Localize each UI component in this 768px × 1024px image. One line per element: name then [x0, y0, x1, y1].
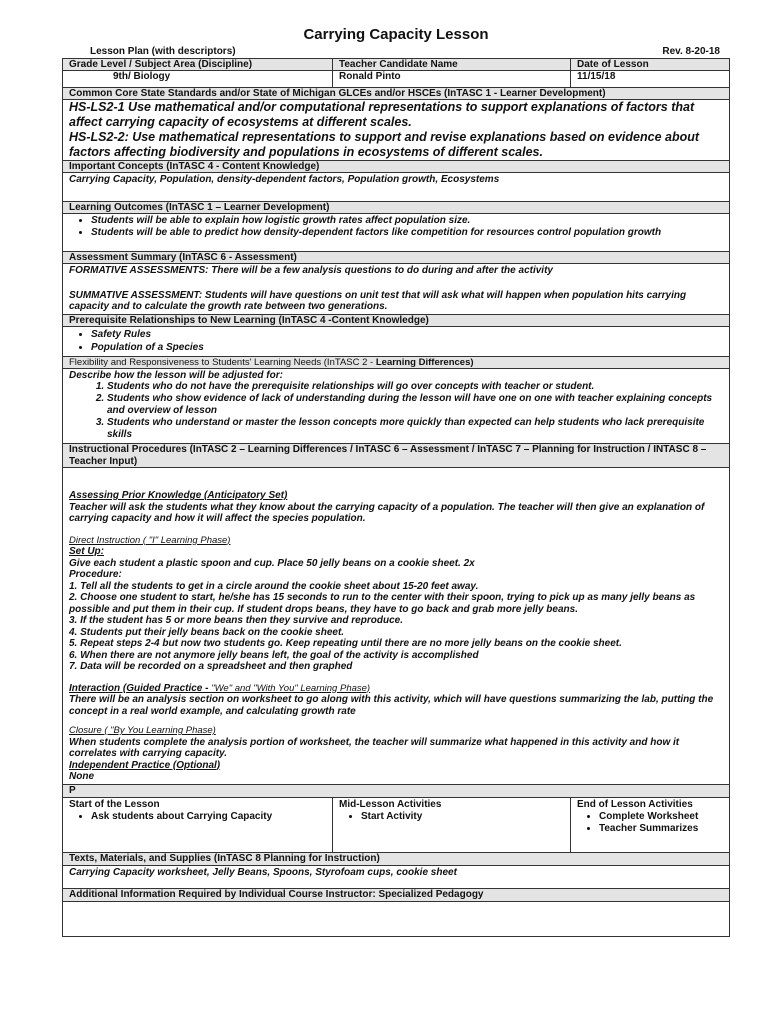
interaction-title [69, 683, 723, 695]
teacher-header: Teacher Candidate Name [333, 59, 571, 70]
mid-column [333, 798, 571, 852]
standard-ls2-2: HS-LS2-2: Use mathematical representations to support and revise explanations based on evidence about factors affecting biodiversity and populations in ecosystems of different scales. [69, 130, 700, 159]
summative-assessment: SUMMATIVE ASSESSMENT: Students will have questions on unit test that will ask what will happen when population hits carrying capacity and to calculate the growth rate between two generations. [69, 289, 687, 312]
setup-label: Set Up: [69, 546, 104, 557]
flexibility-list [63, 381, 729, 443]
mid-header: Mid-Lesson Activities [339, 798, 442, 810]
outcome-item: • Students will be able to predict how density-dependent factors like competition for resources control population growth [91, 227, 729, 239]
setup-text: Give each student a plastic spoon and cup. Place 50 jelly beans on a cookie sheet. 2x [69, 557, 475, 569]
flexibility-header [63, 357, 729, 369]
date-value: 11/15/18 [577, 71, 616, 82]
procedures-body [63, 468, 729, 784]
document-title: Carrying Capacity Lesson [303, 26, 489, 43]
procedure-step: 5. Repeat steps 2-4 but now two students go. Keep repeating until there are no more jelly beans on the cookie sheet. [69, 638, 622, 649]
additional-body [63, 902, 729, 936]
interaction-title-a: Interaction (Guided Practice - [69, 682, 209, 694]
outcome-item: • Students will be able to explain how logistic growth rates affect population size. [91, 215, 729, 227]
prereq-item: • Safety Rules [91, 328, 729, 341]
procedures-section [62, 444, 730, 785]
independent-practice-text: None [69, 771, 94, 782]
start-column [63, 798, 333, 852]
end-list [577, 811, 723, 835]
prior-knowledge-title: Assessing Prior Knowledge (Anticipatory Set) [69, 490, 288, 501]
flexibility-intro: Describe how the lesson will be adjusted for: [69, 369, 283, 381]
grade-value: 9th/ Biology [63, 71, 333, 87]
prereq-item: • Population of a Species [91, 341, 729, 354]
additional-section [62, 889, 730, 937]
standard-ls2-1: HS-LS2-1 Use mathematical and/or computational representations to support explanations of factors that affect carrying capacity of ecosystems at different scales. [69, 100, 695, 129]
flexibility-header-a: Flexibility and Responsiveness to Students' Learning Needs (InTASC 2 - [69, 356, 374, 368]
date-header: Date of Lesson [577, 59, 649, 70]
end-item: • Teacher Summarizes [599, 823, 723, 835]
interaction-title-b: "We" and "With You" Learning Phase) [211, 682, 371, 694]
prereq-section [62, 315, 730, 357]
flexibility-item: 2. Students who show evidence of lack of understanding during the lesson will have one on one with teacher explaining concepts and overview of lesson [107, 393, 729, 417]
procedure-step: 6. When there are not anymore jelly beans left, the goal of the activity is accomplished [69, 649, 479, 661]
standards-section [62, 88, 730, 161]
outcomes-list [63, 214, 729, 251]
assessment-header: Assessment Summary (InTASC 6 - Assessment) [63, 252, 729, 264]
independent-practice-title: Independent Practice (Optional) [69, 759, 221, 771]
start-header: Start of the Lesson [69, 798, 160, 810]
phases-table [62, 798, 730, 853]
procedure-step: 2. Choose one student to start, he/she has 15 seconds to run to the center with their spoon, trying to pick up as many jelly beans as possible and put them in their cup. If student drops beans, they have to go back and grab more jelly beans. [69, 592, 696, 615]
direct-instruction-title: Direct Instruction ( "I" Learning Phase) [69, 534, 231, 546]
procedure-label: Procedure: [69, 569, 122, 580]
plan-label: Lesson Plan (with descriptors) [90, 46, 236, 57]
materials-section [62, 853, 730, 889]
procedures-header: Instructional Procedures (InTASC 2 – Learning Differences / InTASC 6 – Assessment / InTASC 7 – Planning for Instruction / INTASC 8 – Teacher Input) [63, 444, 729, 468]
end-item: • Complete Worksheet [599, 811, 723, 823]
outcomes-section [62, 202, 730, 252]
materials-text: Carrying Capacity worksheet, Jelly Beans, Spoons, Styrofoam cups, cookie sheet [69, 866, 457, 878]
procedure-step: 7. Data will be recorded on a spreadsheet and then graphed [69, 661, 353, 672]
concepts-section [62, 161, 730, 202]
p-row [62, 785, 730, 798]
flexibility-item: 1. Students who do not have the prerequisite relationships will go over concepts with teacher or student. [107, 381, 729, 393]
procedure-step: 4. Students put their jelly beans back on the cookie sheet. [69, 626, 345, 638]
prereq-header: Prerequisite Relationships to New Learning (InTASC 4 -Content Knowledge) [63, 315, 729, 327]
flexibility-item: 3. Students who understand or master the lesson concepts more quickly than expected can help students who lack prerequisite skills [107, 417, 729, 441]
additional-header: Additional Information Required by Individual Course Instructor: Specialized Pedagogy [63, 889, 729, 902]
grade-header: Grade Level / Subject Area (Discipline) [63, 59, 333, 70]
mid-list [339, 811, 564, 823]
start-item: • Ask students about Carrying Capacity [91, 811, 326, 823]
revision-label: Rev. 8-20-18 [662, 46, 720, 57]
closure-text: When students complete the analysis portion of worksheet, the teacher will summarize what happened in this activity and how it correlates with carrying capacity. [69, 736, 680, 759]
end-header: End of Lesson Activities [577, 798, 693, 810]
concepts-text: Carrying Capacity, Population, density-dependent factors, Population growth, Ecosystems [69, 174, 500, 185]
procedure-step: 3. If the student has 5 or more beans then they survive and reproduce. [69, 615, 403, 626]
top-line [62, 46, 730, 58]
start-list [69, 811, 326, 823]
formative-assessment: FORMATIVE ASSESSMENTS: There will be a few analysis questions to do during and after the activity [69, 265, 553, 276]
mid-item: • Start Activity [361, 811, 564, 823]
info-table [62, 58, 730, 88]
p-label: P [63, 785, 729, 797]
end-column [571, 798, 729, 852]
procedure-step: 1. Tell all the students to get in a circle around the cookie sheet about 15-20 feet away. [69, 580, 479, 592]
interaction-text: There will be an analysis section on worksheet to go along with this activity, which will have questions summarizing the lab, putting the concept in a real world example, and calculating growth rate [69, 694, 714, 717]
prereq-list [63, 327, 729, 356]
flexibility-header-b: Learning Differences) [375, 356, 474, 368]
teacher-value: Ronald Pinto [333, 71, 571, 87]
lesson-plan-page [62, 26, 730, 937]
assessment-section [62, 252, 730, 315]
standards-header: Common Core State Standards and/or State of Michigan GLCEs and/or HSCEs (InTASC 1 - Learner Development) [63, 88, 729, 100]
concepts-header: Important Concepts (InTASC 4 - Content Knowledge) [63, 161, 729, 173]
flexibility-section [62, 357, 730, 445]
outcomes-header: Learning Outcomes (InTASC 1 – Learner Development) [63, 202, 729, 214]
materials-header: Texts, Materials, and Supplies (InTASC 8 Planning for Instruction) [63, 853, 729, 866]
closure-title: Closure ( "By You Learning Phase) [69, 725, 216, 736]
prior-knowledge-text: Teacher will ask the students what they know about the carrying capacity of a population. The teacher will then give an explanation of carrying capacity and how it will affect the species population. [69, 501, 705, 524]
